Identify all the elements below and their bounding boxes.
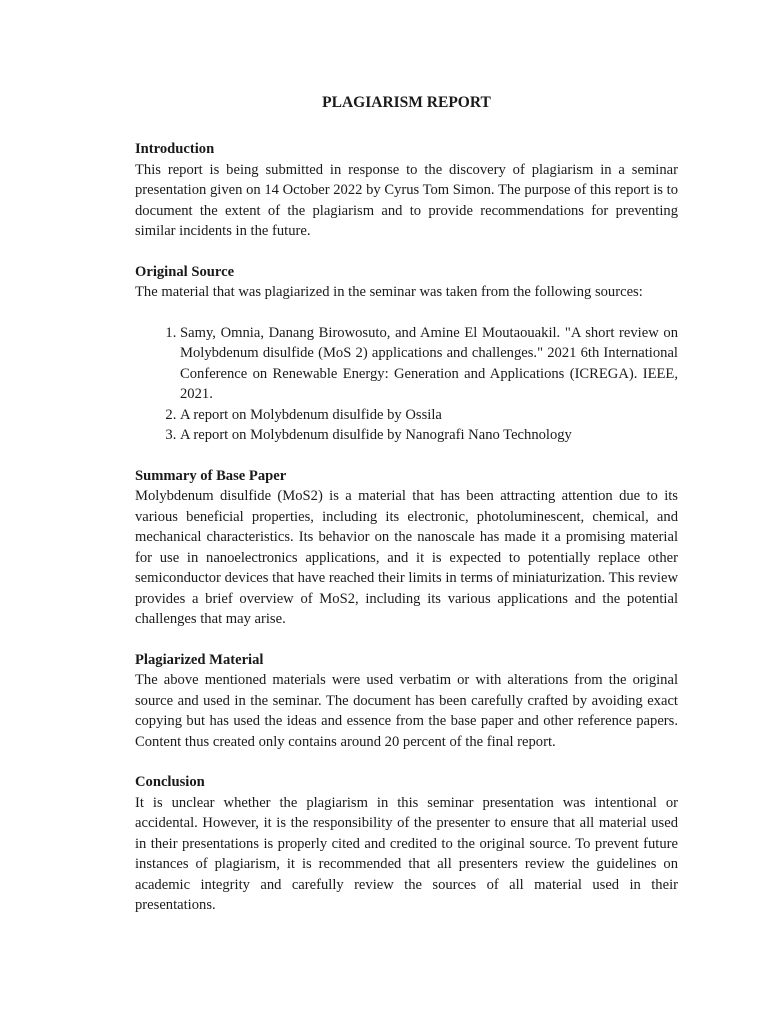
list-item: 1. Samy, Omnia, Danang Birowosuto, and Amine El Moutaouakil. "A short review on Molybdenum disulfide (MoS 2) applications and challenges." 2021 6th International Conference on Renewable Energy: Generation and Applications (ICREGA). IEEE, 2021. <box>180 323 678 405</box>
section-paragraph: Molybdenum disulfide (MoS2) is a material that has been attracting attention due to its various beneficial properties, including its electronic, photoluminescent, chemical, and mechanical characteristics. Its behavior on the nanoscale has made it a promising material for use in nanoelectronics applications, and it is expected to potentially replace other semiconductor devices that have reached their limits in terms of miniaturization. This review provides a brief overview of MoS2, including its various applications and the potential challenges that may arise. <box>135 488 678 627</box>
document-page <box>135 92 678 936</box>
section-paragraph: It is unclear whether the plagiarism in this seminar presentation was intentional or accidental. However, it is the responsibility of the presenter to ensure that all material used in their presentations is properly cited and credited to the original source. To prevent future instances of plagiarism, it is recommended that all presenters review the guidelines on academic integrity and carefully review the sources of all material used in their presentations. <box>135 794 678 913</box>
section-conclusion <box>135 772 678 916</box>
document-title: PLAGIARISM REPORT <box>322 94 491 111</box>
source-list <box>135 323 678 446</box>
list-item: 3. A report on Molybdenum disulfide by Nanografi Nano Technology <box>180 425 678 446</box>
section-paragraph: The above mentioned materials were used verbatim or with alterations from the original source and used in the seminar. The document has been carefully crafted by avoiding exact copying but has used the ideas and essence from the base paper and other reference papers. Content thus created only contains around 20 percent of the final report. <box>135 672 678 750</box>
section-paragraph: This report is being submitted in response to the discovery of plagiarism in a seminar presentation given on 14 October 2022 by Cyrus Tom Simon. The purpose of this report is to document the extent of the plagiarism and to provide recommendations for preventing similar incidents in the future. <box>135 161 678 239</box>
section-summary <box>135 466 678 630</box>
section-heading: Introduction <box>135 141 215 157</box>
section-paragraph: The material that was plagiarized in the seminar was taken from the following sources: <box>135 284 643 300</box>
section-heading: Summary of Base Paper <box>135 467 287 484</box>
section-heading: Plagiarized Material <box>135 651 264 668</box>
section-plagiarized-material <box>135 650 678 753</box>
section-introduction <box>135 139 678 242</box>
list-item: 2. A report on Molybdenum disulfide by Ossila <box>180 405 678 426</box>
section-original-source <box>135 262 678 446</box>
section-heading: Conclusion <box>135 774 205 790</box>
section-heading: Original Source <box>135 263 235 280</box>
